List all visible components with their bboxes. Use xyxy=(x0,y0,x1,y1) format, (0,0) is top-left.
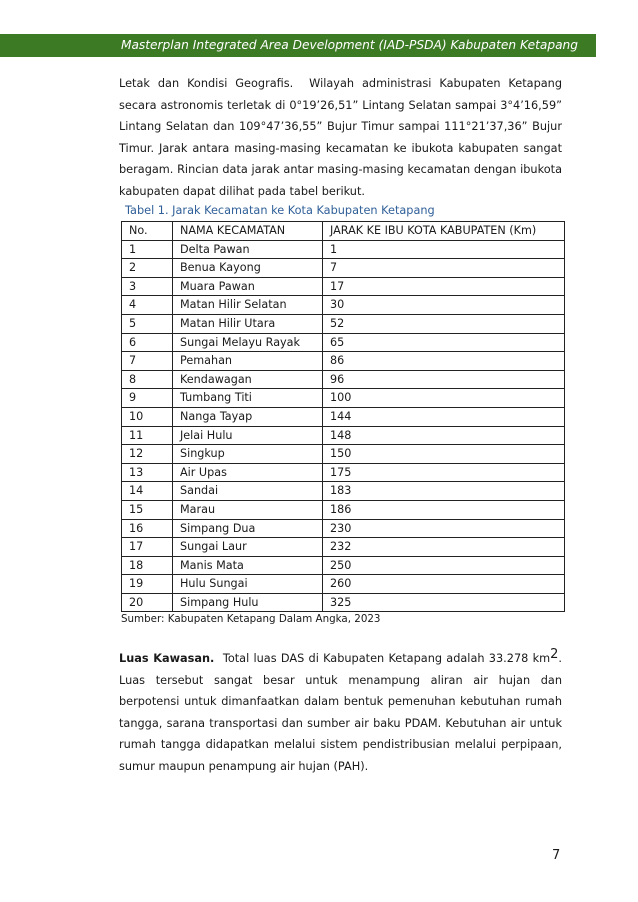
table-row xyxy=(122,407,565,426)
intro-paragraph xyxy=(119,73,562,202)
table-row xyxy=(122,296,565,315)
cell-kecamatan: Matan Hilir Selatan xyxy=(173,296,323,315)
cell-no: 4 xyxy=(122,296,173,315)
cell-kecamatan: Pemahan xyxy=(173,352,323,371)
unit-superscript: 2 xyxy=(550,647,559,662)
table-row xyxy=(122,500,565,519)
cell-distance: 1 xyxy=(323,240,565,259)
cell-distance: 232 xyxy=(323,538,565,557)
area-lead: Luas Kawasan. xyxy=(119,652,215,665)
cell-distance: 150 xyxy=(323,445,565,464)
header-title: Masterplan Integrated Area Development (IAD-PSDA) Kabupaten Ketapang xyxy=(120,38,578,52)
cell-kecamatan: Benua Kayong xyxy=(173,259,323,278)
table-row xyxy=(122,389,565,408)
cell-no: 8 xyxy=(122,370,173,389)
intro-text: Wilayah administrasi Kabupaten Ketapang secara astronomis terletak di 0°19’26,51” Lintang Selatan sampai 3°4’16,59” Lintang Selatan dan 109°47’36,55” Bujur Timur sampai 111°21’37,36” Bujur Timur. Jarak antara masing-masing kecamatan ke ibukota kabupaten sangat beragam. Rincian data jarak antar masing-masing kecamatan dengan ibukota kabupaten dapat dilihat pada tabel berikut. xyxy=(119,77,563,198)
cell-kecamatan: Nanga Tayap xyxy=(173,407,323,426)
cell-no: 13 xyxy=(122,463,173,482)
cell-no: 14 xyxy=(122,482,173,501)
cell-distance: 175 xyxy=(323,463,565,482)
cell-kecamatan: Kendawagan xyxy=(173,370,323,389)
table-row xyxy=(122,556,565,575)
table-row xyxy=(122,482,565,501)
intro-lead: Letak dan Kondisi Geografis. xyxy=(119,77,294,90)
table-row xyxy=(122,463,565,482)
header-name: NAMA KECAMATAN xyxy=(173,222,323,241)
table-row xyxy=(122,277,565,296)
cell-distance: 144 xyxy=(323,407,565,426)
distance-table xyxy=(121,221,565,612)
header-distance: JARAK KE IBU KOTA KABUPATEN (Km) xyxy=(323,222,565,241)
cell-no: 10 xyxy=(122,407,173,426)
cell-distance: 52 xyxy=(323,314,565,333)
cell-distance: 30 xyxy=(323,296,565,315)
cell-kecamatan: Delta Pawan xyxy=(173,240,323,259)
cell-distance: 325 xyxy=(323,593,565,612)
area-text-after: . Luas tersebut sangat besar untuk menampung aliran air hujan dan berpotensi untuk dimanfaatkan dalam bentuk pemenuhan kebutuhan rumah tangga, sarana transportasi dan sumber air baku PDAM. Kebutuhan air untuk rumah tangga didapatkan melalui sistem pendistribusian melalui perpipaan, sumur maupun penampung air hujan (PAH). xyxy=(119,652,562,773)
cell-distance: 96 xyxy=(323,370,565,389)
cell-no: 17 xyxy=(122,538,173,557)
cell-kecamatan: Hulu Sungai xyxy=(173,575,323,594)
cell-no: 19 xyxy=(122,575,173,594)
page-number: 7 xyxy=(552,848,561,863)
cell-kecamatan: Marau xyxy=(173,500,323,519)
cell-distance: 148 xyxy=(323,426,565,445)
cell-kecamatan: Sungai Melayu Rayak xyxy=(173,333,323,352)
header-no: No. xyxy=(122,222,173,241)
cell-no: 20 xyxy=(122,593,173,612)
cell-distance: 230 xyxy=(323,519,565,538)
table-row xyxy=(122,519,565,538)
area-paragraph xyxy=(119,648,562,777)
table-row xyxy=(122,370,565,389)
cell-kecamatan: Simpang Dua xyxy=(173,519,323,538)
table-row xyxy=(122,240,565,259)
table-row xyxy=(122,575,565,594)
cell-kecamatan: Tumbang Titi xyxy=(173,389,323,408)
table-row xyxy=(122,314,565,333)
cell-distance: 260 xyxy=(323,575,565,594)
cell-distance: 86 xyxy=(323,352,565,371)
cell-distance: 17 xyxy=(323,277,565,296)
cell-kecamatan: Matan Hilir Utara xyxy=(173,314,323,333)
table-row xyxy=(122,259,565,278)
table-caption: Tabel 1. Jarak Kecamatan ke Kota Kabupaten Ketapang xyxy=(125,204,435,217)
cell-no: 16 xyxy=(122,519,173,538)
cell-no: 18 xyxy=(122,556,173,575)
cell-distance: 186 xyxy=(323,500,565,519)
table-row xyxy=(122,593,565,612)
cell-no: 3 xyxy=(122,277,173,296)
cell-no: 12 xyxy=(122,445,173,464)
table-row xyxy=(122,426,565,445)
cell-no: 6 xyxy=(122,333,173,352)
cell-distance: 100 xyxy=(323,389,565,408)
cell-kecamatan: Simpang Hulu xyxy=(173,593,323,612)
cell-kecamatan: Air Upas xyxy=(173,463,323,482)
table-row xyxy=(122,352,565,371)
cell-kecamatan: Manis Mata xyxy=(173,556,323,575)
table-header-row xyxy=(122,222,565,241)
page-header xyxy=(0,34,596,57)
area-text-before: Total luas DAS di Kabupaten Ketapang adalah 33.278 km xyxy=(222,652,551,665)
cell-kecamatan: Sandai xyxy=(173,482,323,501)
cell-no: 2 xyxy=(122,259,173,278)
table-row xyxy=(122,538,565,557)
cell-no: 1 xyxy=(122,240,173,259)
cell-distance: 65 xyxy=(323,333,565,352)
cell-no: 11 xyxy=(122,426,173,445)
cell-kecamatan: Sungai Laur xyxy=(173,538,323,557)
cell-distance: 183 xyxy=(323,482,565,501)
cell-no: 15 xyxy=(122,500,173,519)
cell-no: 5 xyxy=(122,314,173,333)
cell-kecamatan: Jelai Hulu xyxy=(173,426,323,445)
cell-no: 7 xyxy=(122,352,173,371)
table-row xyxy=(122,445,565,464)
cell-no: 9 xyxy=(122,389,173,408)
cell-kecamatan: Singkup xyxy=(173,445,323,464)
table-source: Sumber: Kabupaten Ketapang Dalam Angka, 2023 xyxy=(121,613,381,625)
cell-distance: 250 xyxy=(323,556,565,575)
table-row xyxy=(122,333,565,352)
cell-kecamatan: Muara Pawan xyxy=(173,277,323,296)
cell-distance: 7 xyxy=(323,259,565,278)
